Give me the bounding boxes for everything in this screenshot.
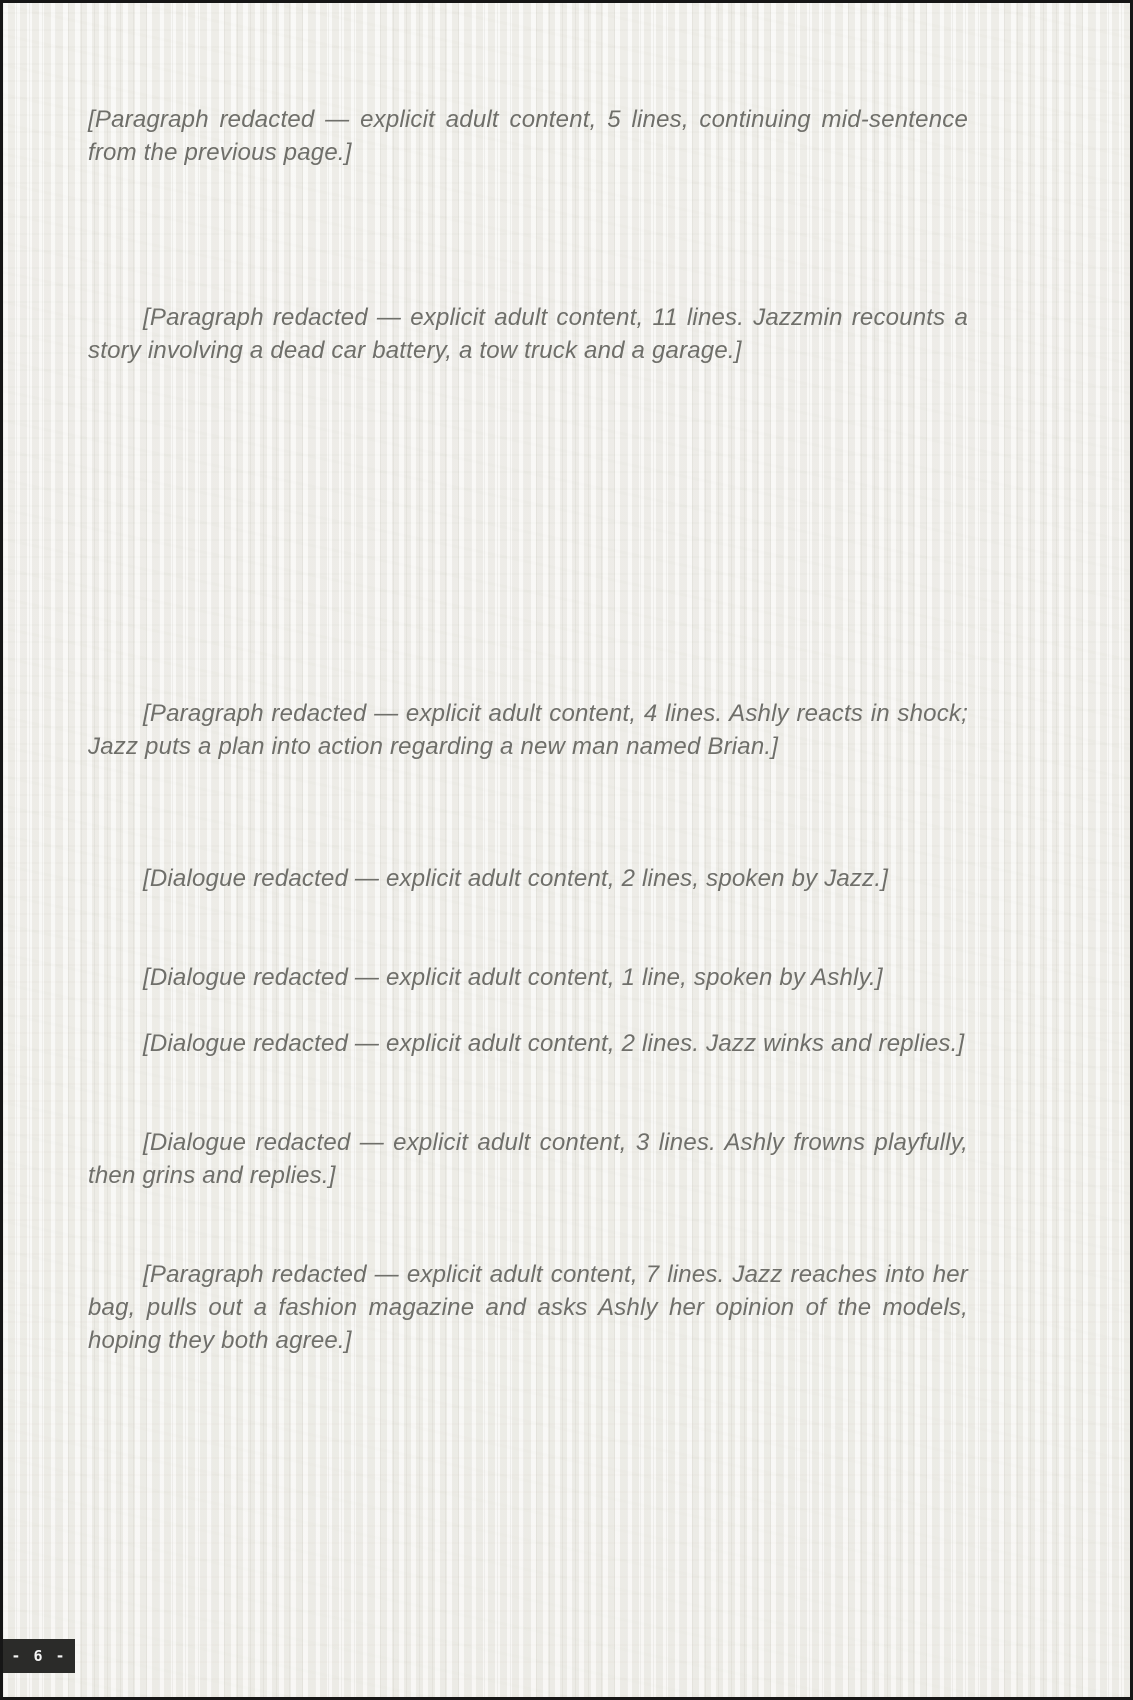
body-paragraph: [Dialogue redacted — explicit adult content, 2 lines, spoken by Jazz.] [143,865,889,892]
body-text-column [88,103,968,1522]
page-number-label: - 6 - [11,1647,67,1665]
body-paragraph: [Paragraph redacted — explicit adult content, 7 lines. Jazz reaches into her bag, pulls out a fashion magazine and asks Ashly her opinion of the models, hoping they both agree.] [88,1261,968,1354]
page-number-badge [3,1639,75,1673]
body-paragraph: [Dialogue redacted — explicit adult content, 3 lines. Ashly frowns playfully, then grins and replies.] [88,1129,968,1189]
body-paragraph: [Paragraph redacted — explicit adult content, 11 lines. Jazzmin recounts a story involving a dead car battery, a tow truck and a garage.] [88,304,968,364]
body-paragraph: [Dialogue redacted — explicit adult content, 1 line, spoken by Ashly.] [143,964,883,991]
body-paragraph: [Paragraph redacted — explicit adult content, 5 lines, continuing mid-sentence from the previous page.] [88,106,968,166]
body-paragraph: [Paragraph redacted — explicit adult content, 4 lines. Ashly reacts in shock; Jazz puts a plan into action regarding a new man named Brian.] [88,700,968,760]
body-paragraph: [Dialogue redacted — explicit adult content, 2 lines. Jazz winks and replies.] [143,1030,965,1057]
